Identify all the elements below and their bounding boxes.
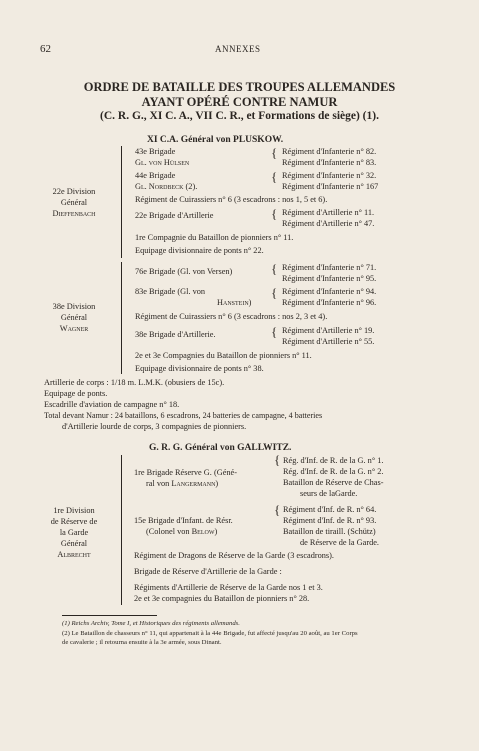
title-line-2: AYANT OPÉRÉ CONTRE NAMUR	[141, 95, 338, 109]
regiment-label: Régiment d'Infanterie n° 95.	[282, 274, 377, 283]
brigade-label	[135, 266, 232, 277]
division1-brace	[121, 455, 122, 605]
cavalry-line: Régiment de Cuirassiers n° 6 (3 escadrons : nos 1, 5 et 6).	[135, 195, 328, 204]
footnote-1: (1) Reichs Archiv, Tome I, et Historiques des régiments allemands.	[62, 620, 240, 627]
running-title: ANNEXES	[215, 44, 261, 54]
division38-label-line: 38e Division	[52, 302, 96, 311]
division38-brace	[121, 262, 122, 374]
footnote-2-continued: de cavalerie ; il retourna ensuite à la 3e armée, sous Dinant.	[62, 639, 222, 646]
section2-heading: G. R. G. Général von GALLWITZ.	[149, 443, 292, 453]
regiment-label: Régiment d'Inf. de R. n° 64.	[283, 505, 377, 514]
brigade-label: 83e Brigade (Gl. von	[135, 287, 206, 296]
brigade-label: 44e Brigade	[135, 171, 176, 180]
brace-icon: {	[274, 452, 281, 467]
brigade-commander: Gl. Nordbeck (2).	[135, 182, 198, 191]
battalion-label-continued: seurs de laGarde.	[300, 489, 358, 498]
division1-label-line: de Réserve de	[50, 517, 98, 526]
bridge-train-line: Equipage de ponts.	[44, 389, 108, 398]
brace-icon: {	[271, 324, 278, 339]
title-line-1: ORDRE DE BATAILLE DES TROUPES ALLEMANDES	[83, 80, 396, 94]
regiment-label: Rég. d'Inf. de R. de la G. n° 1.	[283, 456, 384, 465]
division22-label-line: Dieffenbach	[52, 209, 96, 218]
regiment-label: Régiment d'Artillerie n° 47.	[282, 219, 375, 228]
battalion-label: Bataillon de Réserve de Chas-	[283, 478, 384, 487]
regiment-label: Régiment d'Artillerie n° 11.	[282, 208, 375, 217]
brace-icon: {	[274, 502, 281, 517]
division1-label-line: Albrecht	[57, 550, 91, 559]
page-number: 62	[40, 43, 51, 55]
regiment-label: Rég. d'Inf. de R. de la G. n° 2.	[283, 467, 384, 476]
brace-icon: {	[271, 145, 278, 160]
bridge-train-line: Equipage divisionnaire de ponts n° 22.	[135, 246, 264, 255]
division1-label	[34, 505, 114, 560]
division38-label-line: Wagner	[59, 324, 89, 333]
brigade-label: 15e Brigade d'Infant. de Résr.	[134, 516, 233, 525]
regiment-label: Régiment d'Infanterie n° 71.	[282, 263, 377, 272]
pioneers-line: 2e et 3e Compagnies du Bataillon de pionniers n° 11.	[135, 351, 312, 360]
footnote-2: (2) Le Bataillon de chasseurs n° 11, qui appartenait à la 44e Brigade, fut affecté jusqu'au 20 août, au 1er Corps	[62, 630, 358, 637]
regiment-label: Régiment d'Infanterie n° 82.	[282, 147, 377, 156]
brigade-label: 1re Brigade Réserve G. (Géné-	[134, 468, 237, 477]
regiment-label: Régiment d'Inf. de R. n° 93.	[283, 516, 377, 525]
brace-icon: {	[271, 261, 278, 276]
pioneers-line: 2e et 3e compagnies du Bataillon de pionniers n° 28.	[134, 594, 310, 603]
brigade-label: 38e Brigade d'Artillerie.	[135, 330, 216, 339]
division22-label	[34, 186, 114, 219]
brigade-label: 22e Brigade d'Artillerie	[135, 211, 214, 220]
division22-brace	[121, 146, 122, 258]
artillery-brigade-line: Brigade de Réserve d'Artillerie de la Garde :	[134, 567, 282, 576]
division22-label-line: Général	[60, 198, 88, 207]
brigade-commander: Hanstein)	[217, 298, 252, 307]
division1-label-line: Général	[60, 539, 88, 548]
dragoons-line: Régiment de Dragons de Réserve de la Garde (3 escadrons).	[134, 551, 334, 560]
brace-icon: {	[271, 169, 278, 184]
bridge-train-line: Equipage divisionnaire de ponts n° 38.	[135, 364, 264, 373]
brace-icon: {	[271, 206, 278, 221]
total-line-continued: d'Artillerie lourde de corps, 3 compagnies de pionniers.	[62, 422, 247, 431]
section1-heading: XI C.A. Général von PLUSKOW.	[147, 135, 284, 145]
footnote-rule	[62, 615, 157, 616]
regiment-label: Régiment d'Infanterie n° 94.	[282, 287, 377, 296]
battalion-label-continued: de Réserve de la Garde.	[300, 538, 380, 547]
regiment-label: Régiment d'Infanterie n° 167	[282, 182, 379, 191]
aviation-line: Escadrille d'aviation de campagne n° 18.	[44, 400, 180, 409]
division22-label-line: 22e Division	[52, 187, 96, 196]
division38-label-line: Général	[60, 313, 88, 322]
division1-label-line: la Garde	[59, 528, 89, 537]
brace-icon: {	[271, 285, 278, 300]
title-line-3: (C. R. G., XI C. A., VII C. R., et Formations de siège) (1).	[100, 110, 379, 122]
regiment-label: Régiment d'Artillerie n° 55.	[282, 337, 375, 346]
total-line: Total devant Namur : 24 bataillons, 6 escadrons, 24 batteries de campagne, 4 batteries	[44, 411, 323, 420]
regiment-label: Régiment d'Infanterie n° 32.	[282, 171, 377, 180]
pioneers-line: 1re Compagnie du Bataillon de pionniers n° 11.	[135, 233, 294, 242]
regiment-label: Régiment d'Infanterie n° 83.	[282, 158, 377, 167]
division38-label	[34, 301, 114, 334]
artillery-regiments-line: Régiments d'Artillerie de Réserve de la Garde nos 1 et 3.	[134, 583, 323, 592]
cavalry-line: Régiment de Cuirassiers n° 6 (3 escadrons : nos 2, 3 et 4).	[135, 312, 328, 321]
brigade-label: 43e Brigade	[135, 147, 176, 156]
brigade-commander: Gl. von Hülsen	[135, 158, 190, 167]
corps-artillery-line: Artillerie de corps : 1/18 m. L.M.K. (obusiers de 15c).	[44, 378, 225, 387]
division1-label-line: 1re Division	[53, 506, 95, 515]
regiment-label: Régiment d'Artillerie n° 19.	[282, 326, 375, 335]
brigade-label-text: 76e Brigade (Gl. von Versen)	[135, 267, 233, 276]
battalion-label: Bataillon de tiraill. (Schütz)	[283, 527, 376, 536]
regiment-label: Régiment d'Infanterie n° 96.	[282, 298, 377, 307]
